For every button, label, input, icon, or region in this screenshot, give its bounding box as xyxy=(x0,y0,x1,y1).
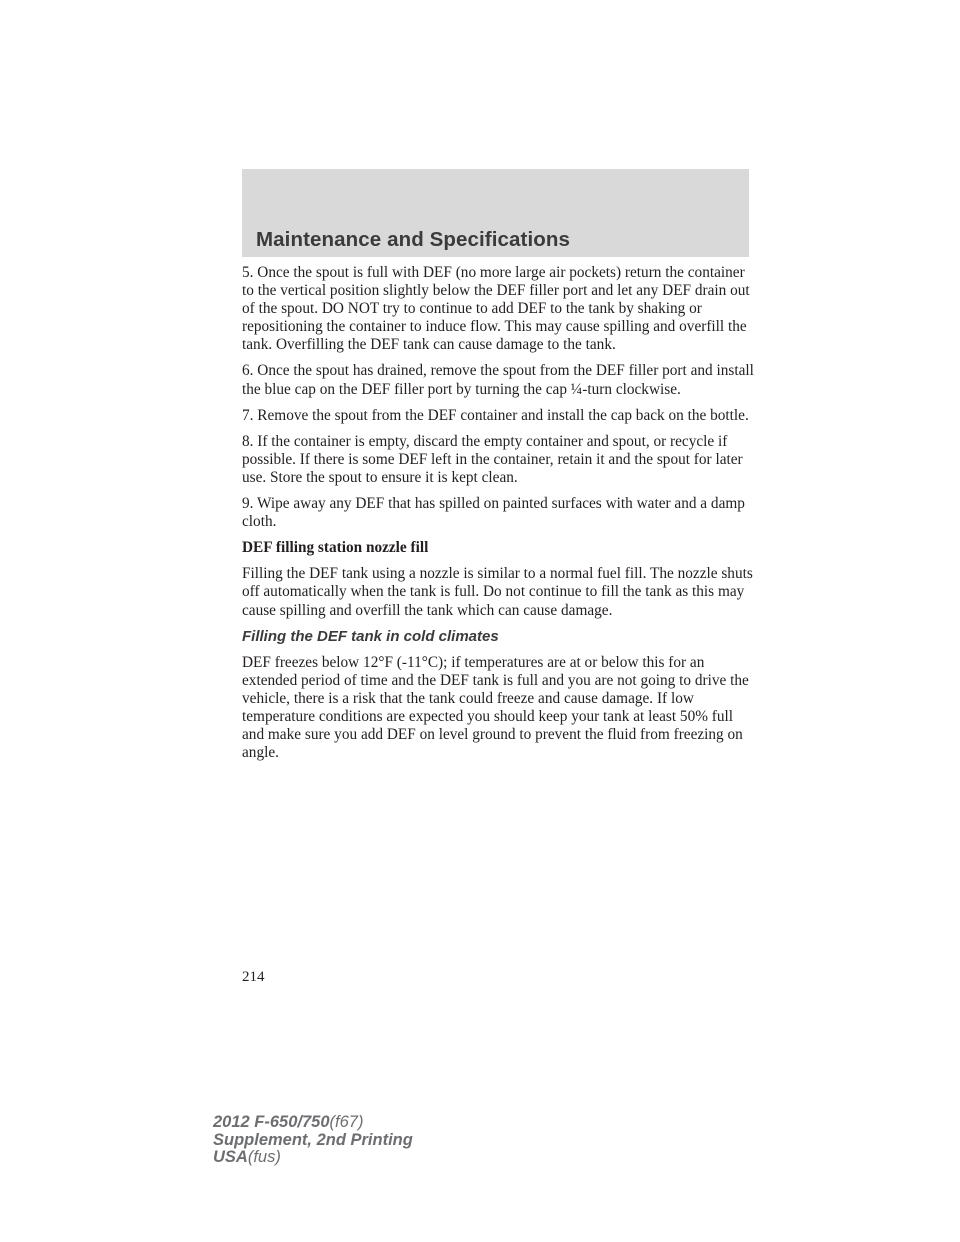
step-6-paragraph: 6. Once the spout has drained, remove the spout from the DEF filler port and install the blue cap on the DEF filler port by turning the cap ¼-turn clockwise. xyxy=(242,362,754,398)
step-5-paragraph: 5. Once the spout is full with DEF (no more large air pockets) return the container to the vertical position slightly below the DEF filler port and let any DEF drain out of the spout. DO NOT try to continue to add DEF to the tank by shaking or repositioning the container to induce flow. This may cause spilling and overfill the tank. Overfilling the DEF tank can cause damage to the tank. xyxy=(242,264,750,354)
print-footer xyxy=(213,1114,413,1167)
footer-model: 2012 F-650/750 xyxy=(213,1113,330,1131)
nozzle-fill-heading: DEF filling station nozzle fill xyxy=(242,539,429,557)
footer-market: USA xyxy=(213,1148,248,1166)
footer-market-line xyxy=(213,1149,413,1167)
page-content xyxy=(242,264,757,770)
step-9-paragraph: 9. Wipe away any DEF that has spilled on painted surfaces with water and a damp cloth. xyxy=(242,495,745,531)
cold-climates-heading: Filling the DEF tank in cold climates xyxy=(242,627,499,645)
footer-supplement: Supplement, 2nd Printing xyxy=(213,1130,413,1149)
cold-climates-paragraph: DEF freezes below 12°F (-11°C); if temperatures are at or below this for an extended period of time and the DEF tank is full and you are not going to drive the vehicle, there is a risk that the tank could freeze and cause damage. If low temperature conditions are expected you should keep your tank at least 50% full and make sure you add DEF on level ground to prevent the fluid from freezing on angle. xyxy=(242,653,749,762)
footer-market-code: (fus) xyxy=(247,1148,281,1166)
footer-model-code: (f67) xyxy=(329,1113,364,1131)
nozzle-fill-paragraph: Filling the DEF tank using a nozzle is similar to a normal fuel fill. The nozzle shuts off automatically when the tank is full. Do not continue to fill the tank as this may cause spilling and overfill the tank which can cause damage. xyxy=(242,565,753,619)
footer-model-line xyxy=(213,1114,413,1132)
section-header-band xyxy=(242,169,749,257)
step-7-paragraph: 7. Remove the spout from the DEF container and install the cap back on the bottle. xyxy=(242,406,749,424)
page-number: 214 xyxy=(242,969,265,985)
step-8-paragraph: 8. If the container is empty, discard the empty container and spout, or recycle if possible. If there is some DEF left in the container, retain it and the spout for later use. Store the spout to ensure it is kept clean. xyxy=(242,432,743,486)
section-title: Maintenance and Specifications xyxy=(256,228,570,251)
